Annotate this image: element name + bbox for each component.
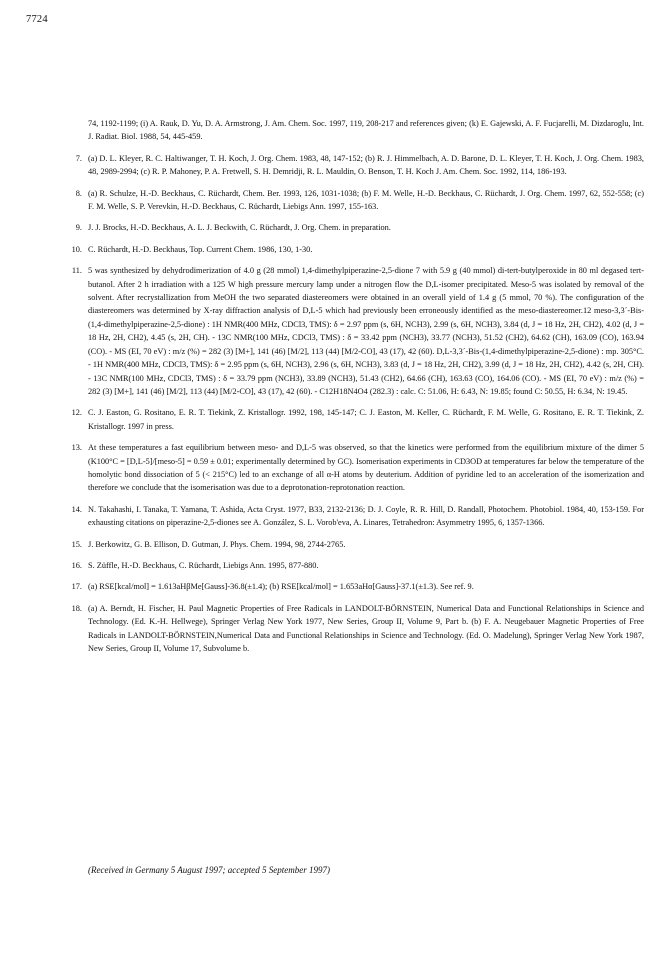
reference-text: C. J. Easton, G. Rositano, E. R. T. Tiekink, Z. Kristallogr. 1992, 198, 145-147; C. J. Easton, M. Keller, C. Rüchardt, F. M. Welle, G. Rositano, E. R. T. Tiekink, Z. Kristallogr. 1997 in press.	[88, 408, 644, 431]
reference-item	[71, 538, 644, 551]
reference-item	[71, 602, 644, 656]
reference-text: (a) RSE[kcal/mol] = 1.613aHβMe[Gauss]-36.8(±1.4); (b) RSE[kcal/mol] = 1.653aHα[Gauss]-37.1(±1.3). See ref. 9.	[88, 582, 474, 592]
reference-number: 11.	[71, 266, 82, 276]
reference-number: 7.	[75, 153, 82, 163]
reference-text: (a) D. L. Kleyer, R. C. Haltiwanger, T. H. Koch, J. Org. Chem. 1983, 48, 147-152; (b) R. J. Himmelbach, A. D. Barone, D. L. Kleyer, T. H. Koch, J. Org. Chem. 1983, 48, 2989-2994; (c) R. P. Mahoney, P. A. Fretwell, S. H. Demridji, R. L. Mauldin, O. Benson, T. H. Koch J. Am. Chem. Soc. 1992, 114, 186-193.	[88, 153, 644, 177]
reference-number: 12.	[71, 408, 82, 418]
reference-text: At these temperatures a fast equilibrium between meso- and D,L-5 was observed, so that the kinetics were performed from the equilibrium mixture of the dimer 5 (K100°C = [D,L-5]/[meso-5] = 0.59 ± 0.01; experimentally determined by GC). Isomerisation experiments in CD3OD at temperatures far below the temperature of the homolytic bond dissociation of 5 (< 215°C) led to an exchange of all α-H atoms by deuterium. Addition of pyridine led to an acceleration of the isomerization and therefore we conclude that the isomerisation was due to a deprotonation-reprotonation reaction.	[88, 443, 644, 493]
reference-item	[71, 441, 644, 495]
reference-item	[88, 117, 644, 144]
reference-text: J. Berkowitz, G. B. Ellison, D. Gutman, J. Phys. Chem. 1994, 98, 2744-2765.	[88, 539, 346, 549]
reference-item	[71, 264, 644, 398]
reference-text: J. J. Brocks, H.-D. Beckhaus, A. L. J. Beckwith, C. Rüchardt, J. Org. Chem. in preparation.	[88, 223, 391, 233]
reference-item	[71, 580, 644, 593]
reference-number: 13.	[71, 443, 82, 453]
reference-number: 9.	[75, 223, 82, 233]
reference-number: 10.	[71, 244, 82, 254]
reference-number: 17.	[71, 582, 82, 592]
reference-item	[75, 152, 644, 179]
reference-item	[71, 406, 644, 433]
reference-item	[75, 221, 644, 234]
reference-text: N. Takahashi, I. Tanaka, T. Yamana, T. Ashida, Acta Cryst. 1977, B33, 2132-2136; D. J. Coyle, R. R. Hill, D. Randall, Photochem. Photobiol. 1984, 40, 153-159. For exhausting citations on piperazine-2,5-diones see A. González, S. L. Vorob'eva, A. Linares, Tetrahedron: Asymmetry 1995, 6, 1357-1366.	[88, 504, 644, 528]
received-date-note: (Received in Germany 5 August 1997; accepted 5 September 1997)	[88, 865, 331, 875]
reference-number: 8.	[75, 188, 82, 198]
reference-item	[71, 559, 644, 572]
reference-number: 16.	[71, 560, 82, 570]
reference-number: 18.	[71, 603, 82, 613]
reference-number: 15.	[71, 539, 82, 549]
reference-text: C. Rüchardt, H.-D. Beckhaus, Top. Current Chem. 1986, 130, 1-30.	[88, 244, 313, 254]
reference-item	[71, 503, 644, 530]
reference-text: (a) A. Berndt, H. Fischer, H. Paul Magnetic Properties of Free Radicals in LANDOLT-BÖRNSTEIN, Numerical Data and Functional Relationships in Science and Technology. (Ed. K.-H. Hellwege), Springer Verlag New York 1977, New Series, Group II, Volume 9, Part b. (b) F. A. Neugebauer Magnetic Properties of Free Radicals in LANDOLT-BÖRNSTEIN,Numerical Data and Functional Relationships in Science and Technology. (Ed. O. Madelung), Springer Verlag New York 1987, New Series, Group II, Volume 17, Subvolume b.	[88, 603, 644, 653]
reference-item	[71, 243, 644, 256]
reference-item	[75, 187, 644, 214]
reference-text: S. Züffle, H.-D. Beckhaus, C. Rüchardt, Liebigs Ann. 1995, 877-880.	[88, 560, 319, 570]
reference-text: (a) R. Schulze, H.-D. Beckhaus, C. Rüchardt, Chem. Ber. 1993, 126, 1031-1038; (b) F. M. Welle, H.-D. Beckhaus, C. Rüchardt, J. Org. Chem. 1997, 62, 552-558; (c) F. M. Welle, S. P. Verevkin, H.-D. Beckhaus, C. Rüchardt, Liebigs Ann. 1997, 155-163.	[88, 188, 644, 212]
reference-list	[71, 117, 644, 663]
reference-text: 5 was synthesized by dehydrodimerization of 4.0 g (28 mmol) 1,4-dimethylpiperazine-2,5-dione 7 with 5.9 g (40 mmol) di-tert-butylperoxide in 80 ml degased tert-butanol. After 2 h irradiation with a 125 W high pressure mercury lamp under a nitrogen flow the D,L-isomer precipitated. Meso-5 was isolated by removal of the solvent. After recrystallization from MeOH the two separated diastereomers were obtained in an overall yield of 1.4 g (5 mmol, 70 %). The configuration of the diastereomers was determined by X-ray diffraction analysis of D,L-5 which had previously been erroneously identified as the meso-diastereomer.12 meso-3,3´-Bis-(1,4-dimethylpiperazine-2,5-dione) : 1H NMR(400 MHz, CDCl3, TMS): δ = 2.97 ppm (s, 6H, NCH3), 2.99 (s, 6H, NCH3), 3.84 (d, J = 18 Hz, 2H, CH2), 4.02 (d, J = 18 Hz, 2H, CH2), 4.45 (s, 2H, CH). - 13C NMR(100 MHz, CDCl3, TMS) : δ = 33.42 ppm (NCH3), 33.77 (NCH3), 51.52 (CH2), 64.62 (CH), 163.09 (CO), 163.94 (CO). - MS (EI, 70 eV) : m/z (%) = 282 (3) [M+], 141 (46) [M/2], 113 (44) [M/2-CO], 43 (17), 42 (60). D,L-3,3´-Bis-(1,4-dimethylpiperazine-2,5-dione) : mp. 305°C. - 1H NMR(400 MHz, CDCl3, TMS): δ = 2.95 ppm (s, 6H, NCH3), 2.96 (s, 6H, NCH3), 3.83 (d, J = 18 Hz, 2H, CH2), 3.99 (d, J = 18 Hz, 2H, CH2), 4.42 (s, 2H, CH). - 13C NMR(100 MHz, CDCl3, TMS) : δ = 33.79 ppm (NCH3), 33.89 (NCH3), 51.43 (CH2), 64.66 (CH), 163.63 (CO), 164.06 (CO). - MS (EI, 70 eV) : m/z (%) = 282 (3) [M+], 141 (46) [M/2], 113 (44) [M/2-CO], 43 (17), 42 (60). - C12H18N4O4 (282.3) : calc. C: 51.06, H: 6.43, N: 19.85; found C: 50.55, H: 6.34, N: 19.45.	[88, 266, 644, 396]
reference-text: 74, 1192-1199; (i) A. Rauk, D. Yu, D. A. Armstrong, J. Am. Chem. Soc. 1997, 119, 208-217 and references given; (k) E. Gajewski, A. F. Fucjarelli, M. Dizdaroglu, Int. J. Radiat. Biol. 1988, 54, 445-459.	[88, 119, 644, 142]
page-number: 7724	[26, 14, 48, 25]
reference-number: 14.	[71, 504, 82, 514]
